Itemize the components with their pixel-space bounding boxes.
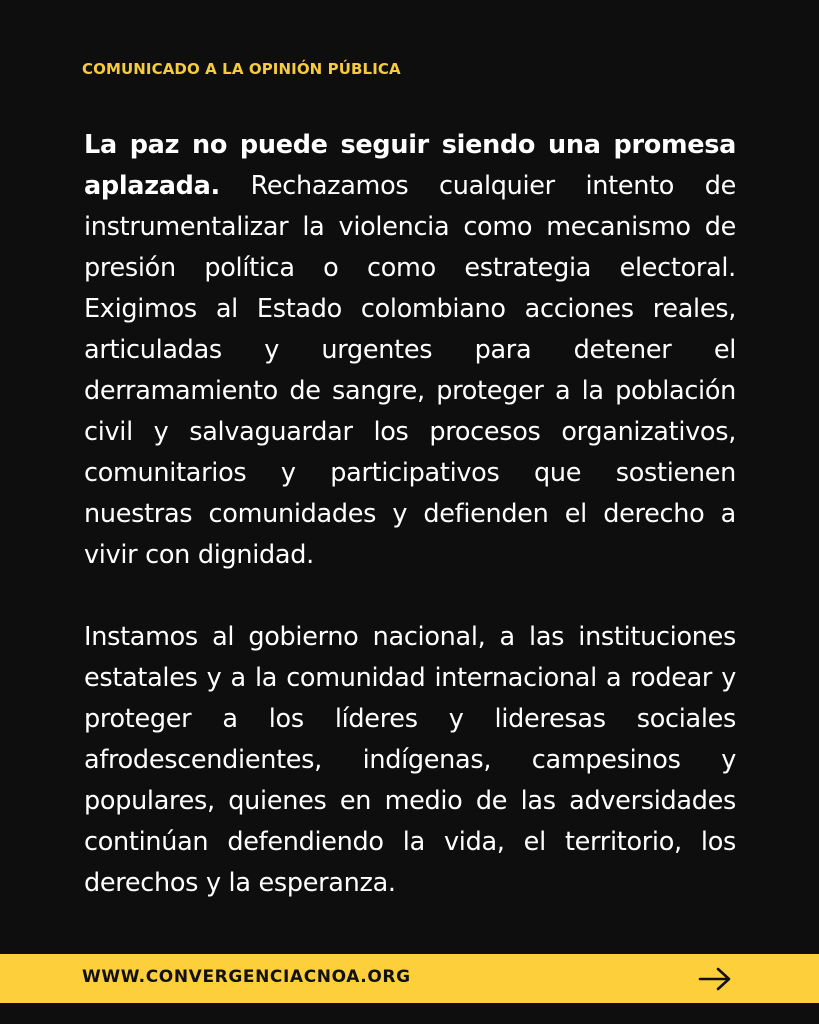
paragraph-2: Instamos al gobierno nacional, a las instituciones estatales y a la comunidad internacional a rodear y proteger a los líderes y lideresas sociales afrodescendientes, indígenas, campesinos y populares, quienes en medio de las adversidades continúan defendiendo la vida, el territorio, los derechos y la esperanza.	[84, 622, 736, 898]
paragraph-1	[84, 125, 736, 576]
arrow-right-icon[interactable]	[698, 966, 732, 992]
paragraph-1-lead: La paz no puede seguir siendo una promesa aplazada.	[84, 130, 736, 201]
website-link[interactable]: WWW.CONVERGENCIACNOA.ORG	[82, 967, 411, 987]
footer-bar	[0, 954, 819, 1003]
page-title: COMUNICADO A LA OPINIÓN PÚBLICA	[82, 60, 401, 78]
bottom-strip	[0, 1003, 819, 1024]
statement-body	[84, 125, 736, 904]
paragraph-1-text: Rechazamos cualquier intento de instrumentalizar la violencia como mecanismo de presión política o como estrategia electoral. Exigimos al Estado colombiano acciones reales, articuladas y urgentes para detener el derramamiento de sangre, proteger a la población civil y salvaguardar los procesos organizativos, comunitarios y participativos que sostienen nuestras comunidades y defienden el derecho a vivir con dignidad.	[84, 171, 736, 570]
